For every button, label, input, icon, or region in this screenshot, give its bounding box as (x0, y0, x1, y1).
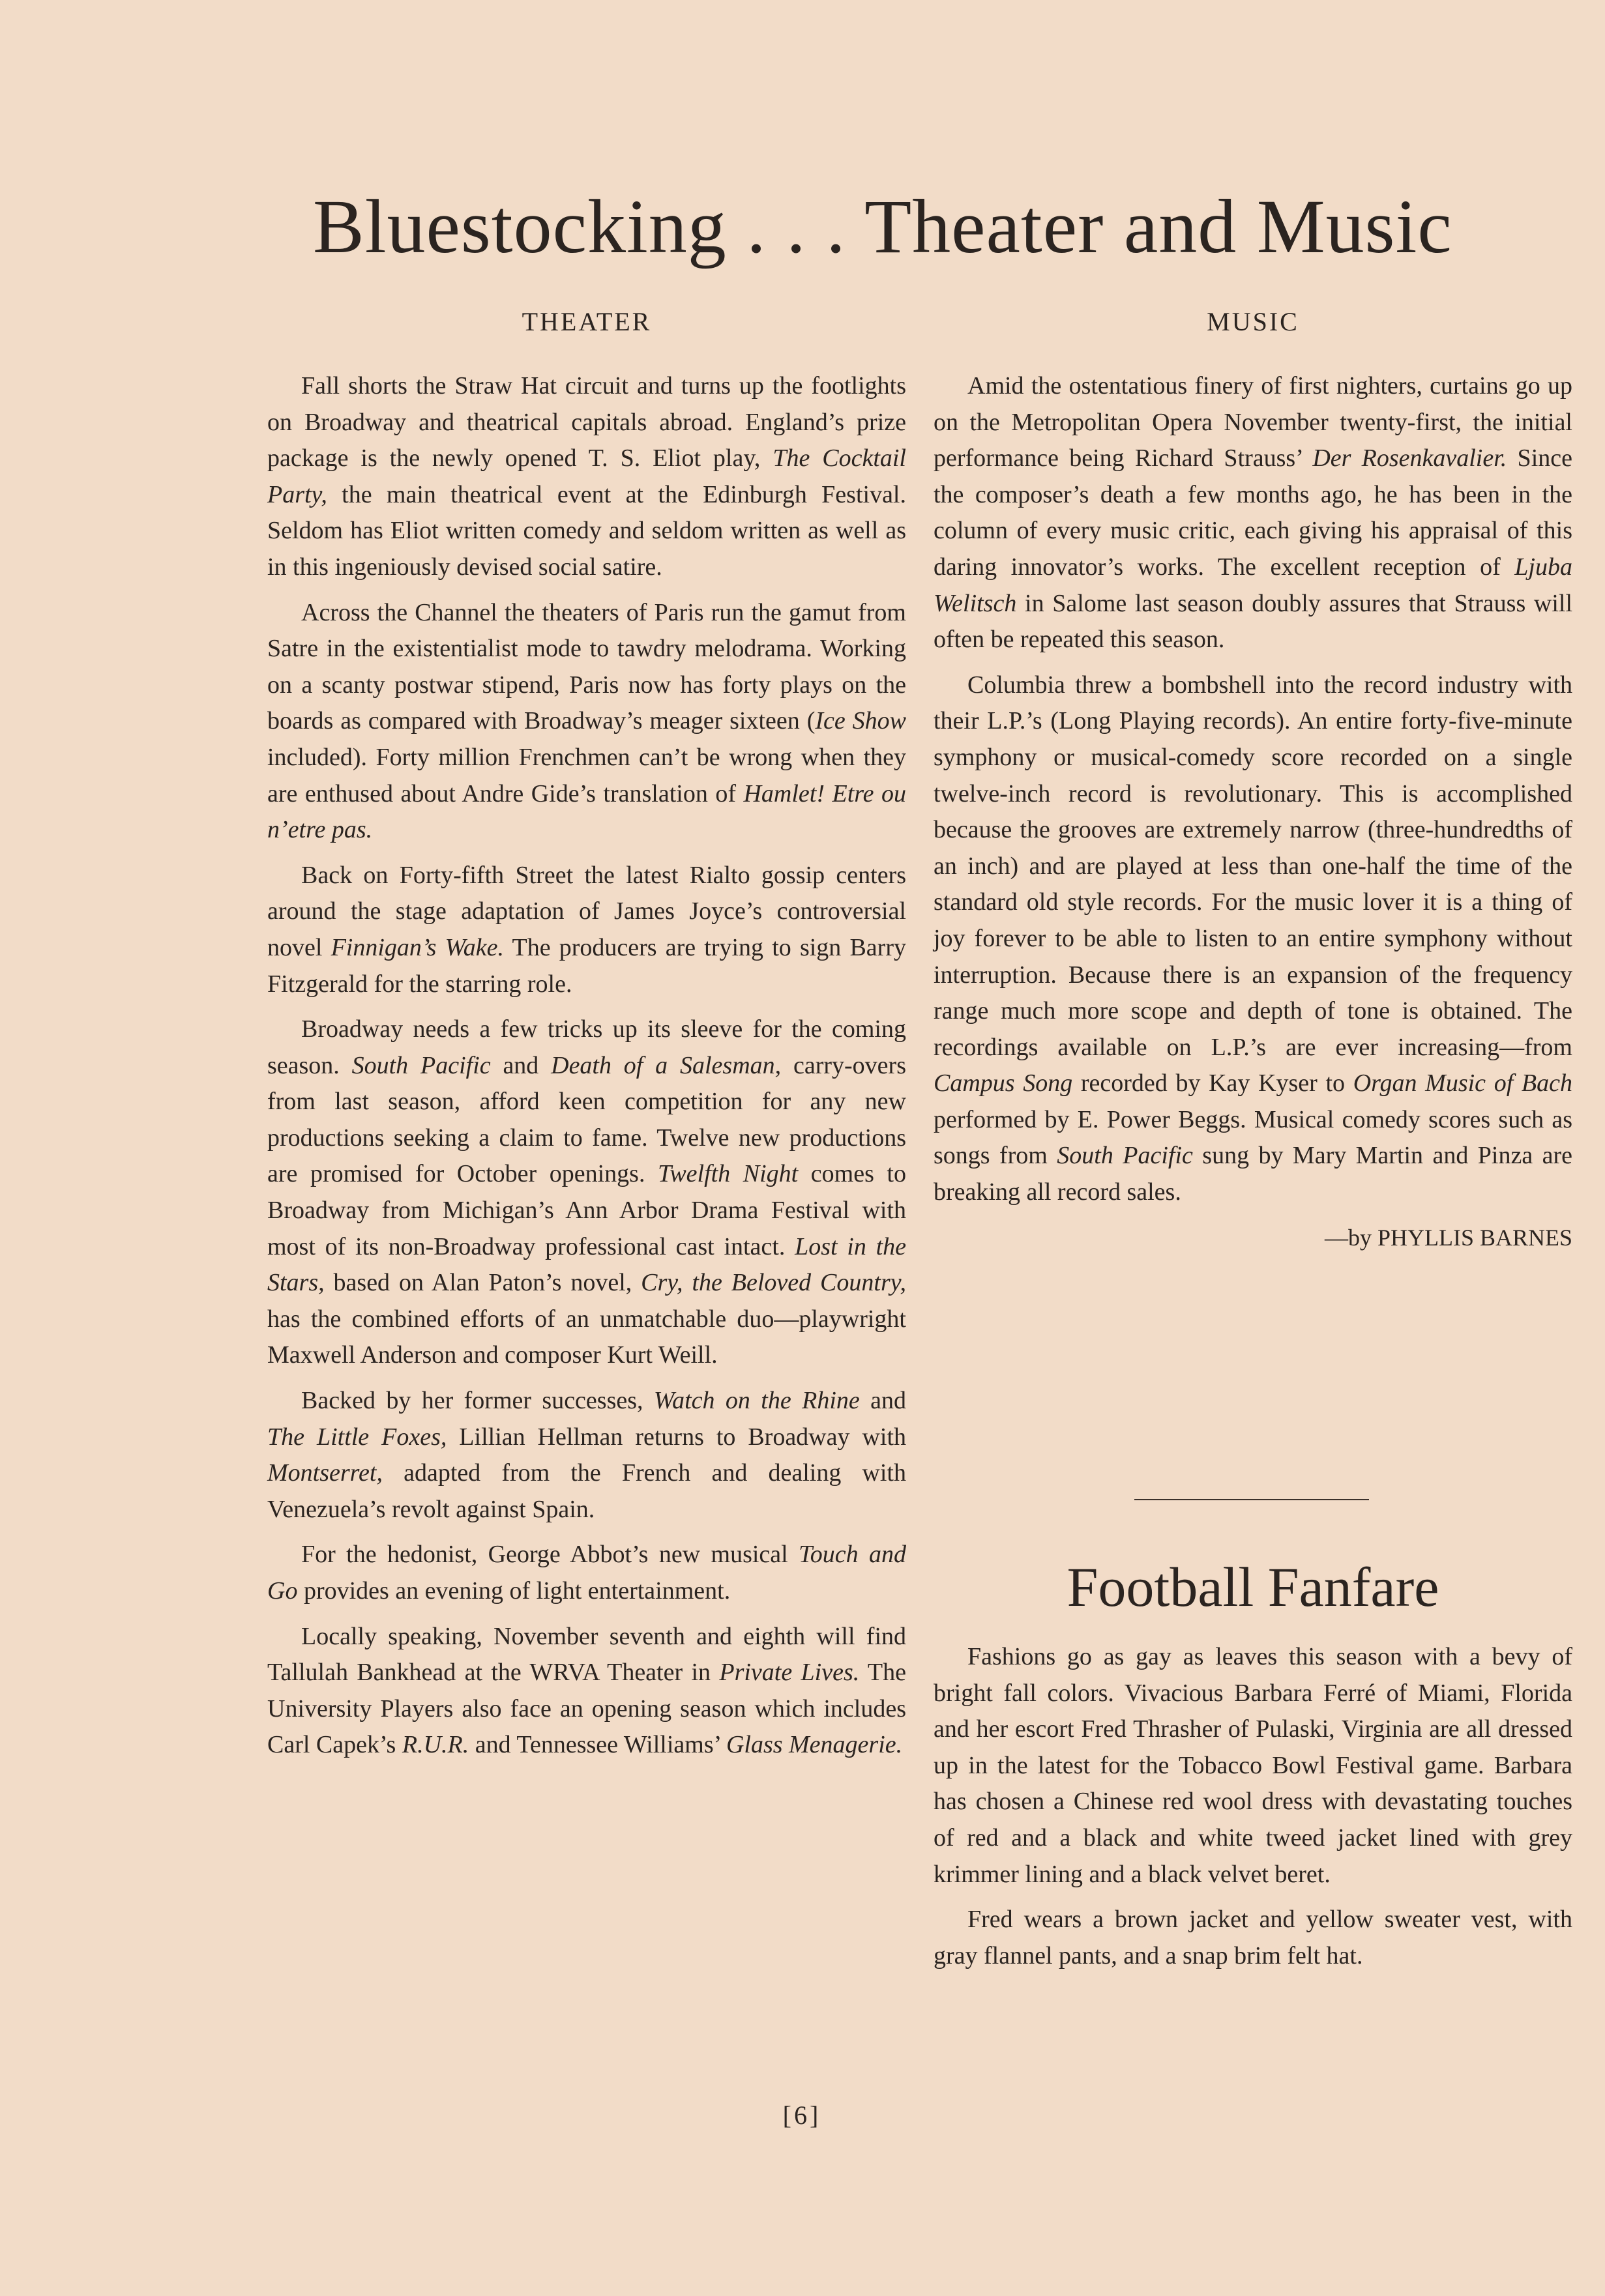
theater-column (267, 306, 906, 1773)
theater-paragraph: Backed by her former successes, Watch on the Rhine and The Little Foxes, Lillian Hellman returns to Broadway with Montserret, adapted from the French and dealing with Venezuela’s revolt against Spain. (267, 1387, 907, 1523)
page-number: [6] (782, 2100, 821, 2130)
football-paragraph: Fred wears a brown jacket and yellow sweater vest, with gray flannel pants, and a snap brim felt hat. (934, 1906, 1572, 1969)
author-byline: —by PHYLLIS BARNES (1324, 1224, 1572, 1251)
football-paragraph: Fashions go as gay as leaves this season with a bevy of bright fall colors. Vivacious Barbara Ferré of Miami, Florida and her escort Fred Thrasher of Pulaski, Virginia are all dressed up in the latest for the Tobacco Bowl Festival game. Barbara has chosen a Chinese red wool dress with devastating touches of red and a black and white tweed jacket lined with grey krimmer lining and a black velvet beret. (934, 1643, 1572, 1888)
theater-paragraph: Back on Forty-fifth Street the latest Rialto gossip centers around the stage adaptation of James Joyce’s controversial novel Finnigan’s Wake. The producers are trying to sign Barry Fitzgerald for the starring role. (267, 861, 906, 998)
music-column (934, 306, 1572, 1256)
music-heading: MUSIC (1207, 307, 1299, 336)
football-column (934, 1639, 1572, 1983)
page-title: Bluestocking . . . Theater and Music (313, 184, 1452, 269)
music-paragraph: Amid the ostentatious finery of first nighters, curtains go up on the Metropolitan Opera November twenty-first, the initial performance being Richard Strauss’ Der Rosenkavalier. Since the composer’s death a few months ago, he has been in the column of every music critic, each giving his appraisal of this daring innovator’s works. The excellent reception of Ljuba Welitsch in Salome last season doubly assures that Strauss will often be repeated this season. (934, 372, 1572, 654)
music-paragraph: Columbia threw a bombshell into the record industry with their L.P.’s (Long Playing records). An entire forty-five-minute symphony or musical-comedy score recorded on a single twelve-inch record is revolutionary. This is accomplished because the grooves are extremely narrow (three-hundredths of an inch) and are played at less than one-half the time of the standard old style records. For the music lover it is a thing of joy forever to be able to listen to an entire symphony without interruption. Because there is an expansion of the frequency range much more scope and depth of tone is obtained. The recordings available on L.P.’s are ever increasing—from Campus Song recorded by Kay Kyser to Organ Music of Bach performed by E. Power Beggs. Musical comedy scores such as songs from South Pacific sung by Mary Martin and Pinza are breaking all record sales. (934, 671, 1572, 1206)
theater-paragraph: Across the Channel the theaters of Paris run the gamut from Satre in the existentialist mode to tawdry melodrama. Working on a scanty postwar stipend, Paris now has forty plays on the boards as compared with Broadway’s meager sixteen (Ice Show included). Forty million Frenchmen can’t be wrong when they are enthused about Andre Gide’s translation of Hamlet! Etre ou n’etre pas. (267, 598, 907, 844)
theater-paragraph: Broadway needs a few tricks up its sleeve for the coming season. South Pacific and Death of a Salesman, carry-overs from last season, afford keen competition for any new productions seeking a claim to fame. Twelve new productions are promised for October openings. Twelfth Night comes to Broadway from Michigan’s Ann Arbor Drama Festival with most of its non-Broadway professional cast intact. Lost in the Stars, based on Alan Paton’s novel, Cry, the Beloved Country, has the combined efforts of an unmatchable duo—playwright Maxwell Anderson and composer Kurt Weill. (267, 1015, 907, 1369)
theater-paragraph: Fall shorts the Straw Hat circuit and turns up the footlights on Broadway and theatrical capitals abroad. England’s prize package is the newly opened T. S. Eliot play, The Cocktail Party, the main theatrical event at the Edinburgh Festival. Seldom has Eliot written comedy and seldom written as well as in this ingeniously devised social satire. (267, 372, 906, 581)
theater-paragraph: For the hedonist, George Abbot’s new musical Touch and Go provides an evening of light entertainment. (267, 1541, 907, 1605)
theater-heading: THEATER (522, 307, 652, 336)
section-divider (1134, 1499, 1369, 1500)
football-title: Football Fanfare (1067, 1556, 1439, 1618)
theater-paragraph: Locally speaking, November seventh and eighth will find Tallulah Bankhead at the WRVA Theater in Private Lives. The University Players also face an opening season which includes Carl Capek’s R.U.R. and Tennessee Williams’ Glass Menagerie. (267, 1622, 906, 1759)
